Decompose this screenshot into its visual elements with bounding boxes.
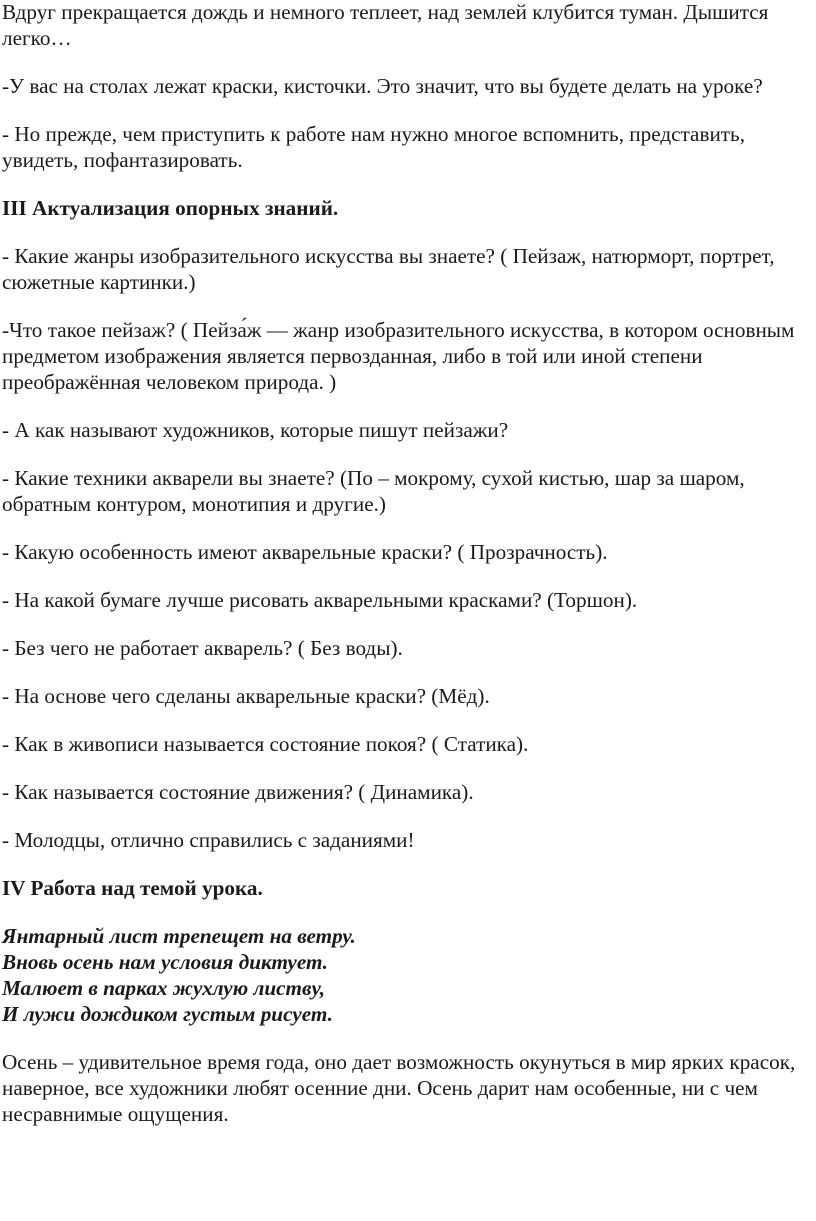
section-heading-3: III Актуализация опорных знаний. <box>2 196 339 220</box>
question-genres: - Какие жанры изобразительного искусства вы знаете? ( Пейзаж, натюрморт, портрет, сюжетные картинки.) <box>2 244 775 294</box>
question-water: - Без чего не работает акварель? ( Без воды). <box>2 636 403 660</box>
poem <box>2 923 812 1027</box>
question-techniques: - Какие техники акварели вы знаете? (По – мокрому, сухой кистью, шар за шаром, обратным контуром, монотипия и другие.) <box>2 466 745 516</box>
poem-line-1: Янтарный лист трепещет на ветру. <box>2 924 356 948</box>
question-statics: - Как в живописи называется состояние покоя? ( Статика). <box>2 732 529 756</box>
closing-paragraph: Осень – удивительное время года, оно дает возможность окунуться в мир ярких красок, наверное, все художники любят осенние дни. Осень дарит нам особенные, ни с чем несравнимые ощущения. <box>2 1050 796 1126</box>
question-dynamics: - Как называется состояние движения? ( Динамика). <box>2 780 474 804</box>
poem-line-3: Малюет в парках жухлую листву, <box>2 976 326 1000</box>
praise-line: - Молодцы, отлично справились с заданиями! <box>2 828 415 852</box>
section-heading-4: IV Работа над темой урока. <box>2 876 263 900</box>
intro-paragraph-2: -У вас на столах лежат краски, кисточки. Это значит, что вы будете делать на уроке? <box>2 74 763 98</box>
poem-line-2: Вновь осень нам условия диктует. <box>2 950 328 974</box>
intro-paragraph-1: Вдруг прекращается дождь и немного теплеет, над землей клубится туман. Дышится легко… <box>2 0 769 50</box>
question-feature: - Какую особенность имеют акварельные краски? ( Прозрачность). <box>2 540 608 564</box>
poem-line-4: И лужи дождиком густым рисует. <box>2 1002 333 1026</box>
question-landscape: -Что такое пейзаж? ( Пейза́ж — жанр изобразительного искусства, в котором основным предметом изображения является первозданная, либо в той или иной степени преображённая человеком природа. ) <box>2 318 795 394</box>
question-paper: - На какой бумаге лучше рисовать акварельными красками? (Торшон). <box>2 588 638 612</box>
question-base: - На основе чего сделаны акварельные краски? (Мёд). <box>2 684 490 708</box>
question-artists: - А как называют художников, которые пишут пейзажи? <box>2 418 509 442</box>
intro-paragraph-3: - Но прежде, чем приступить к работе нам нужно многое вспомнить, представить, увидеть, пофантазировать. <box>2 122 746 172</box>
